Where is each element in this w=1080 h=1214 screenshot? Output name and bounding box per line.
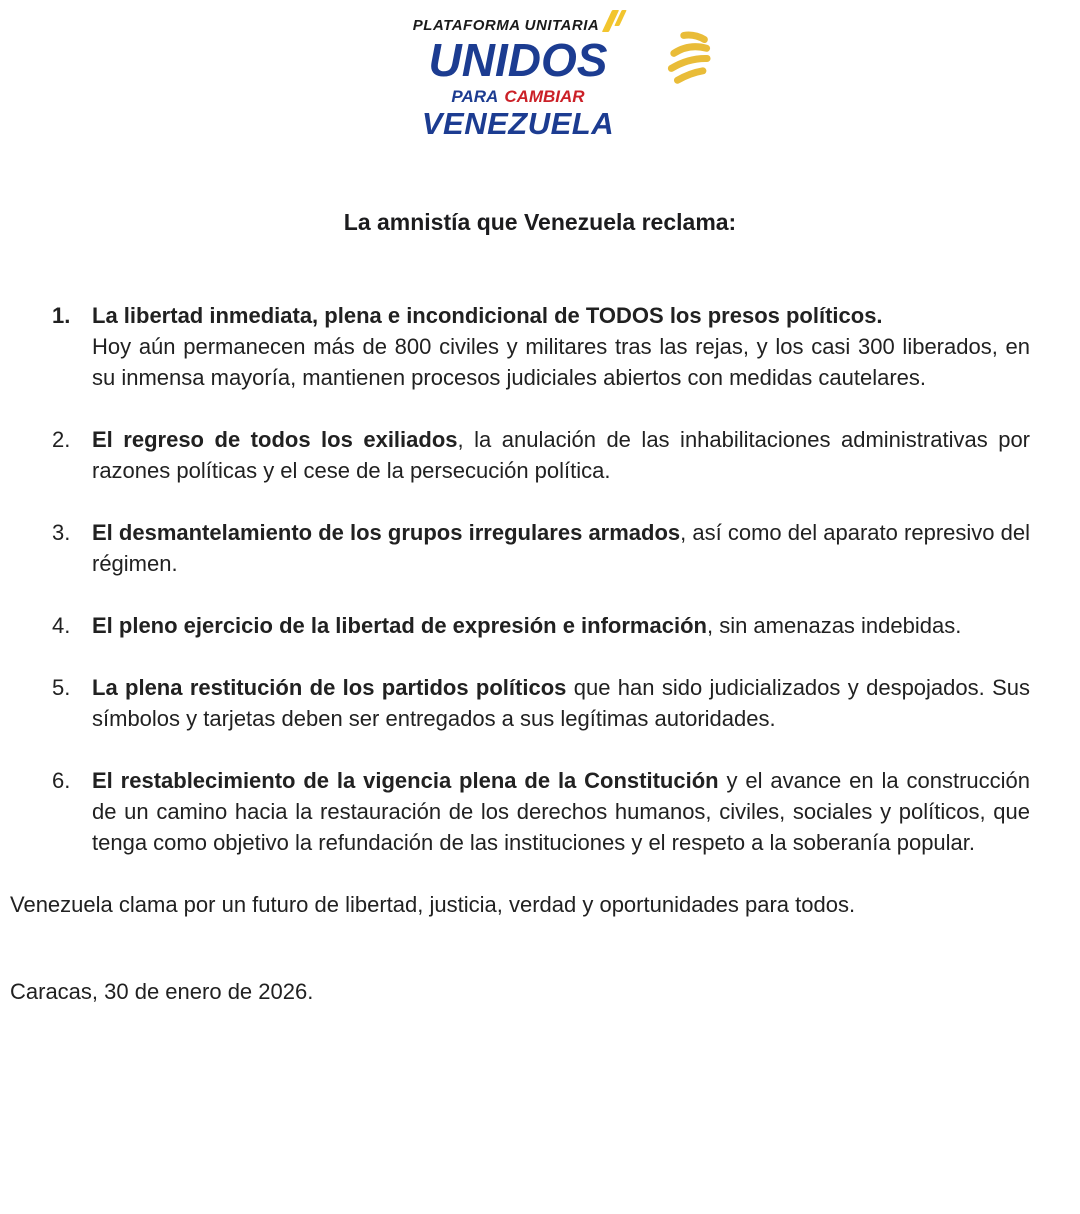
item-number: 2.	[52, 427, 71, 452]
date-line: Caracas, 30 de enero de 2026.	[10, 979, 314, 1004]
item-bold-text: El desmantelamiento de los grupos irregulares armados	[92, 520, 681, 545]
list-item-1	[52, 300, 1030, 393]
item-rest-text: y el avance en la construcción de un camino hacia la restauración de los derechos humanos, civiles, sociales y políticos, que tenga como objetivo la refundación de las instituciones y el respeto a la soberanía popular.	[92, 768, 1030, 855]
logo-top-row	[393, 10, 643, 37]
list-item-6	[52, 765, 1030, 858]
list-item-2	[52, 424, 1030, 486]
item-bold-text: La plena restitución de los partidos políticos	[92, 675, 567, 700]
item-bold-text: La libertad inmediata, plena e incondicional de TODOS los presos políticos.	[92, 303, 883, 328]
item-number: 1.	[52, 303, 71, 328]
item-rest-text: , la anulación de las inhabilitaciones administrativas por razones políticas y el cese de la persecución política.	[92, 427, 1031, 483]
closing-paragraph: Venezuela clama por un futuro de libertad, justicia, verdad y oportunidades para todos.	[10, 892, 856, 917]
amnesty-demands-list	[52, 300, 1030, 858]
item-bold-text: El pleno ejercicio de la libertad de expresión e información	[92, 613, 707, 638]
item-bold-text: El regreso de todos los exiliados	[92, 427, 458, 452]
item-rest-text: , así como del aparato represivo del régimen.	[92, 520, 1030, 576]
item-number: 3.	[52, 520, 71, 545]
yellow-bird-icon	[653, 26, 715, 88]
list-item-3	[52, 517, 1030, 579]
item-number: 4.	[52, 613, 71, 638]
venezuela-wordmark: VENEZUELA	[421, 106, 615, 141]
para-cambiar-row	[393, 88, 643, 105]
item-rest-text: , sin amenazas indebidas.	[706, 613, 962, 638]
page-title: La amnistía que Venezuela reclama:	[343, 209, 737, 235]
item-number: 5.	[52, 675, 71, 700]
yellow-slashes-icon	[603, 10, 623, 36]
cambiar-label: CAMBIAR	[504, 87, 585, 106]
item-rest-text: Hoy aún permanecen más de 800 civiles y militares tras las rejas, y los casi 300 liberados, en su inmensa mayoría, mantienen procesos judiciales abiertos con medidas cautelares.	[92, 334, 1030, 390]
list-item-4	[52, 610, 1030, 641]
item-rest-text: que han sido judicializados y despojados. Sus símbolos y tarjetas deben ser entregados a sus legítimas autoridades.	[92, 675, 1031, 731]
unidos-wordmark: UNIDOS	[428, 34, 608, 86]
item-number: 6.	[52, 768, 71, 793]
list-item-5	[52, 672, 1030, 734]
plataforma-unitaria-label: PLATAFORMA UNITARIA	[412, 17, 600, 34]
para-label: PARA	[451, 87, 499, 106]
unidos-para-cambiar-venezuela-logo	[393, 10, 643, 139]
item-bold-text: El restablecimiento de la vigencia plena de la Constitución	[92, 768, 719, 793]
